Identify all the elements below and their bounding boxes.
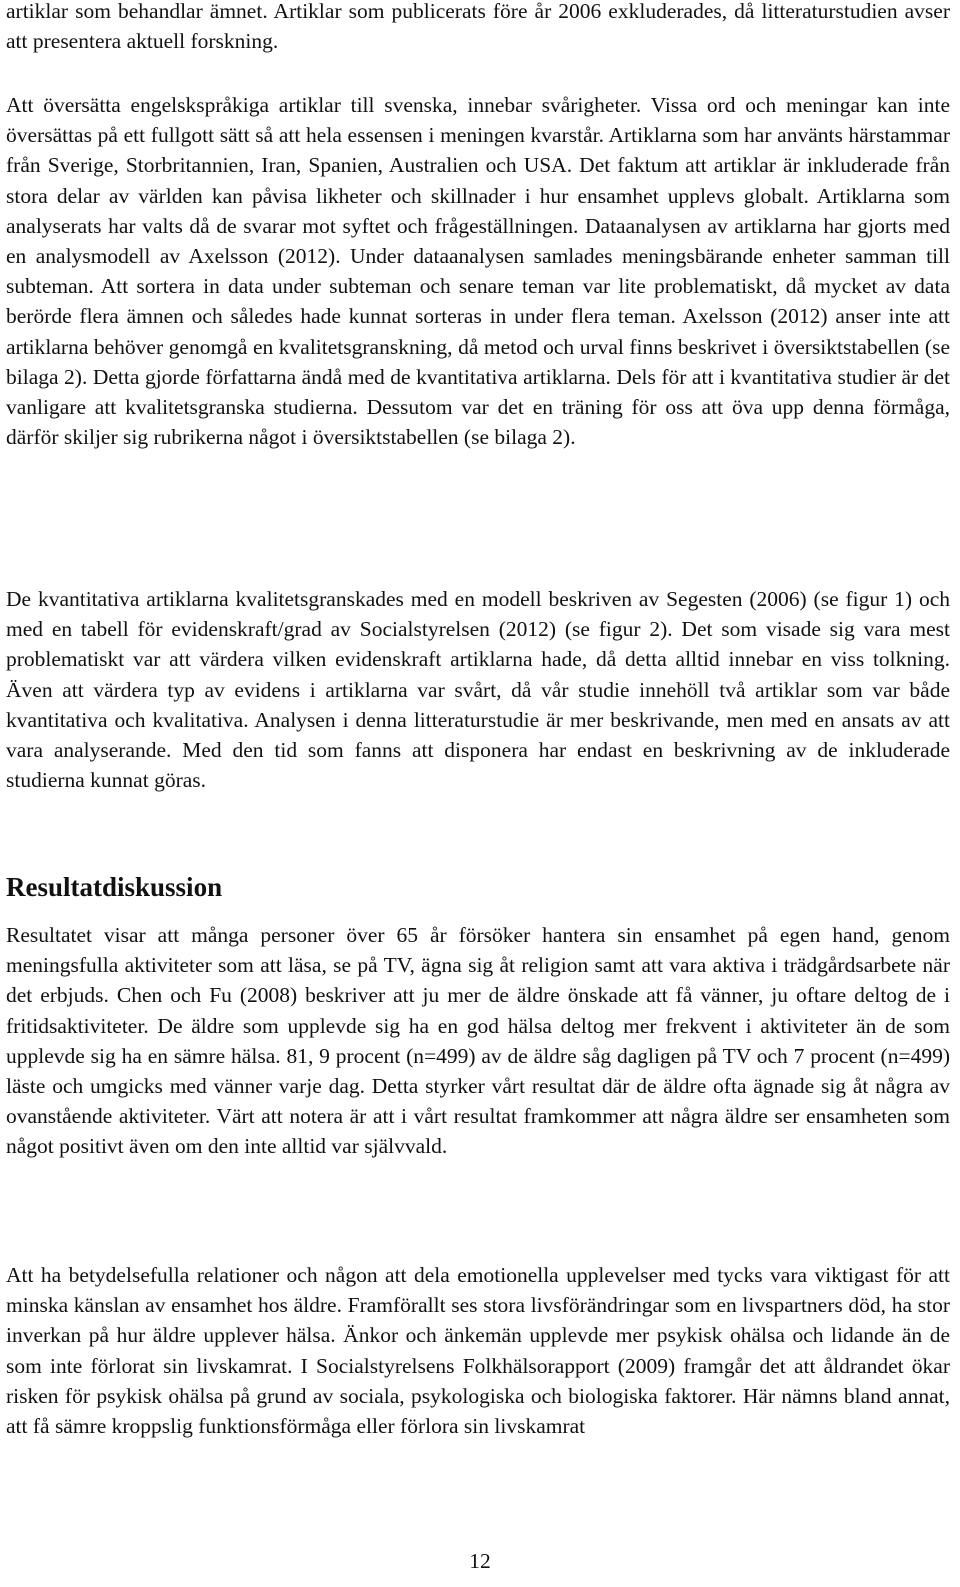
paragraph-method-intro: artiklar som behandlar ämnet. Artiklar som publicerats före år 2006 exkluderades, då litteraturstudien avser att presentera aktuell forskning. xyxy=(6,0,950,54)
paragraph-quality-review: De kvantitativa artiklarna kvalitetsgranskades med en modell beskriven av Segesten (2006) (se figur 1) och med en tabell för evidenskraft/grad av Socialstyrelsen (2012) (se figur 2). Det som visade sig vara mest problematiskt var att värdera vilken evidenskraft artiklarna hade, då detta alltid innebar en viss tolkning. Även att värdera typ av evidens i artiklarna var svårt, då vår studie innehöll två artiklar som var både kvantitativa och kvalitativa. Analysen i denna litteraturstudie är mer beskrivande, men med en ansats av att vara analyserande. Med den tid som fanns att disponera har endast en beskrivning av de inkluderade studierna kunnat göras. xyxy=(6,587,950,793)
paragraph-results-relations: Att ha betydelsefulla relationer och någon att dela emotionella upplevelser med tycks vara viktigast för att minska känslan av ensamhet hos äldre. Framförallt ses stora livsförändringar som en livspartners död, ha stor inverkan på hur äldre upplever hälsa. Änkor och änkemän upplevde mer psykisk ohälsa och lidande än de som inte förlorat sin livskamrat. I Socialstyrelsens Folkhälsorapport (2009) framgår det att åldrandet ökar risken för psykisk ohälsa på grund av sociala, psykologiska och biologiska faktorer. Här nämns bland annat, att få sämre kroppslig funktionsförmåga eller förlora sin livskamrat xyxy=(6,1263,950,1439)
section-heading: Resultatdiskussion xyxy=(6,872,223,902)
paragraph-results-activities: Resultatet visar att många personer över 65 år försöker hantera sin ensamhet på egen hand, genom meningsfulla aktiviteter som att läsa, se på TV, ägna sig åt religion samt att vara aktiva i trädgårdsarbete när det erbjuds. Chen och Fu (2008) beskriver att ju mer de äldre önskade att få vänner, ju oftare deltog de i fritidsaktiviteter. De äldre som upplevde sig ha en god hälsa deltog mer frekvent i aktiviteter än de som upplevde sig ha en sämre hälsa. 81, 9 procent (n=499) av de äldre såg dagligen på TV och 7 procent (n=499) läste och umgicks med vänner varje dag. Detta styrker vårt resultat där de äldre ofta ägnade sig åt några av ovanstående aktiviteter. Värt att notera är att i vårt resultat framkommer att några äldre ser ensamheten som något positivt även om den inte alltid var självvald. xyxy=(6,923,950,1159)
page-number: 12 xyxy=(469,1549,491,1573)
paragraph-translation: Att översätta engelskspråkiga artiklar till svenska, innebar svårigheter. Vissa ord och meningar kan inte översättas på ett fullgott sätt så att hela essensen i meningen kvarstår. Artiklarna som har använts härstammar från Sverige, Storbritannien, Iran, Spanien, Australien och USA. Det faktum att artiklar är inkluderade från stora delar av världen kan påvisa likheter och skillnader i hur ensamhet upplevs globalt. Artiklarna som analyserats har valts då de svarar mot syftet och frågeställningen. Dataanalysen av artiklarna har gjorts med en analysmodell av Axelsson (2012). Under dataanalysen samlades meningsbärande enheter samman till subteman. Att sortera in data under subteman och senare teman var lite problematiskt, då mycket av data berörde flera ämnen och således hade kunnat sorteras in under flera teman. Axelsson (2012) anser inte att artiklarna behöver genomgå en kvalitetsgranskning, då metod och urval finns beskrivet i översiktstabellen (se bilaga 2). Detta gjorde författarna ändå med de kvantitativa artiklarna. Dels för att i kvantitativa studier är det vanligare att kvalitetsgranska studierna. Dessutom var det en träning för oss att öva upp denna förmåga, därför skiljer sig rubrikerna något i översiktstabellen (se bilaga 2). xyxy=(6,93,950,450)
